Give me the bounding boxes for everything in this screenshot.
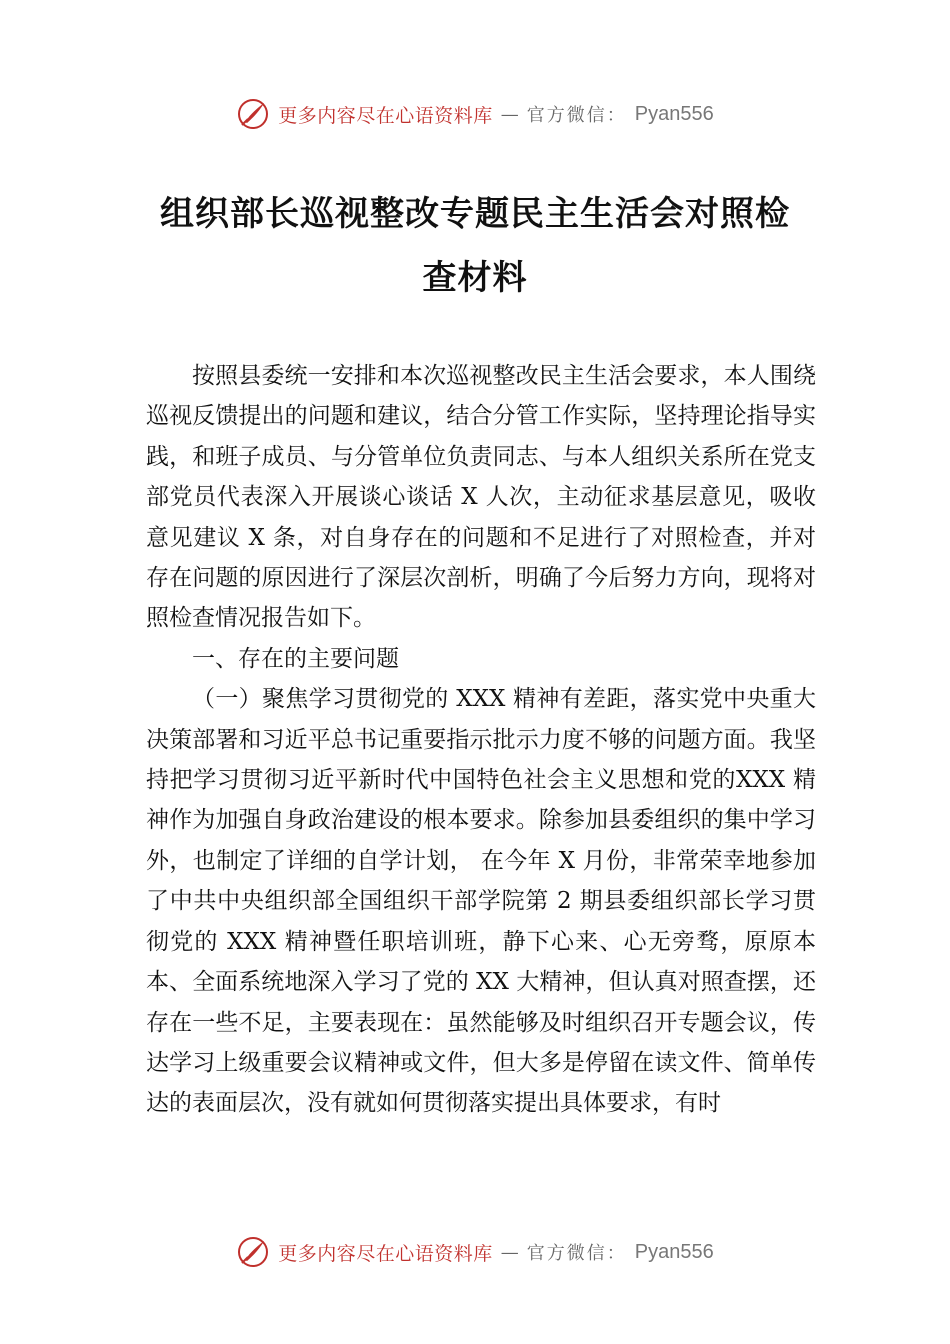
wechat-label: 官方微信： bbox=[526, 1243, 627, 1264]
wechat-label: 官方微信： bbox=[526, 105, 627, 126]
quill-logo-icon bbox=[236, 97, 270, 131]
footer-watermark-banner bbox=[0, 1232, 950, 1272]
quill-logo-icon bbox=[236, 1235, 270, 1269]
section-paragraph: （一）聚焦学习贯彻党的 XXX 精神有差距，落实党中央重大决策部署和习近平总书记重要指示批示力度不够的问题方面。我坚持把学习贯彻习近平新时代中国特色社会主义思想和党的XXX 精神作为加强自身政治建设的根本要求。除参加县委组织的集中学习外，也制定了详细的自学计划， 在今年 X 月份，非常荣幸地参加了中共中央组织部全国组织干部学院第 2 期县委组织部长学习贯彻党的 XXX 精神暨任职培训班，静下心来、心无旁骛，原原本本、全面系统地深入学习了党的 XX 大精神，但认真对照查摆，还存在一些不足，主要表现在：虽然能够及时组织召开专题会议，传达学习上级重要会议精神或文件，但大多是停留在读文件、简单传达的表面层次，没有就如何贯彻落实提出具体要求，有时 bbox=[146, 686, 816, 1117]
banner-dash: — bbox=[500, 1241, 519, 1263]
brand-text: 更多内容尽在心语资料库 bbox=[278, 104, 493, 127]
wechat-id: Pyan556 bbox=[634, 1240, 714, 1263]
header-watermark-banner bbox=[0, 94, 950, 134]
intro-paragraph: 按照县委统一安排和本次巡视整改民主生活会要求，本人围绕巡视反馈提出的问题和建议，结合分管工作实际，坚持理论指导实践，和班子成员、与分管单位负责同志、与本人组织关系所在党支部党员代表深入开展谈心谈话 X 人次，主动征求基层意见，吸收意见建议 X 条，对自身存在的问题和不足进行了对照检查，并对存在问题的原因进行了深层次剖析，明确了今后努力方向，现将对照检查情况报告如下。 bbox=[146, 363, 816, 632]
document-body bbox=[146, 356, 816, 1124]
document-title: 组织部长巡视整改专题民主生活会对照检查材料 bbox=[160, 194, 790, 298]
banner-dash: — bbox=[500, 103, 519, 125]
brand-text: 更多内容尽在心语资料库 bbox=[278, 1242, 493, 1265]
wechat-id: Pyan556 bbox=[634, 102, 714, 125]
section-heading: 一、存在的主要问题 bbox=[192, 645, 399, 672]
